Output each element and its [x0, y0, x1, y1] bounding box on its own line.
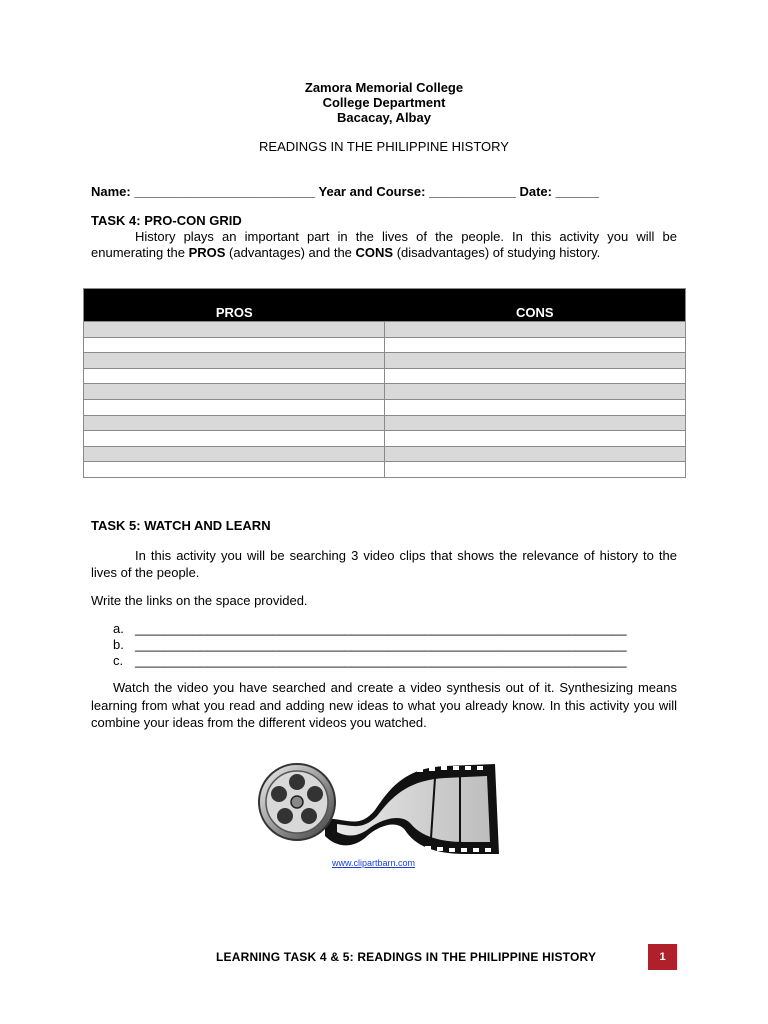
cons-cell — [385, 384, 686, 400]
task4-text-1: History plays an important part in the lives of the people. In this activity you will be enumerating the — [91, 229, 677, 260]
cons-keyword: CONS — [355, 245, 394, 260]
link-item-b — [113, 637, 627, 653]
link-marker: c. — [113, 653, 124, 668]
task4-heading: TASK 4: PRO-CON GRID — [91, 213, 242, 228]
film-reel-image — [255, 758, 515, 858]
cons-cell — [385, 322, 686, 338]
link-blank: ____________________________________________________________________ — [135, 621, 627, 636]
footer-title: LEARNING TASK 4 & 5: READINGS IN THE PHILIPPINE HISTORY — [216, 950, 597, 964]
task5-instruction: Write the links on the space provided. — [91, 593, 308, 608]
cons-cell — [385, 337, 686, 353]
student-info-line — [91, 184, 599, 200]
task5-paragraph-1: In this activity you will be searching 3 video clips that shows the relevance of history to the lives of the people. — [91, 548, 677, 580]
task4-text-3: (disadvantages) of studying history. — [393, 245, 601, 260]
grid-row — [84, 399, 686, 415]
pros-cell — [84, 446, 385, 462]
task5-heading: TASK 5: WATCH AND LEARN — [91, 518, 271, 533]
link-item-c — [113, 653, 627, 669]
page-number-badge: 1 — [648, 944, 677, 970]
link-blank: ____________________________________________________________________ — [135, 637, 627, 652]
document-title: READINGS IN THE PHILIPPINE HISTORY — [259, 139, 509, 154]
image-credit-link[interactable] — [332, 853, 415, 871]
pros-cell — [84, 431, 385, 447]
pros-cell — [84, 322, 385, 338]
link-marker: a. — [113, 621, 124, 636]
pros-cell — [84, 462, 385, 478]
grid-row — [84, 353, 686, 369]
cons-cell — [385, 399, 686, 415]
department-name: College Department — [322, 95, 446, 110]
grid-row — [84, 384, 686, 400]
pros-column-header: PROS — [84, 289, 385, 322]
task4-text-2: (advantages) and the — [225, 245, 356, 260]
task4-paragraph — [91, 229, 677, 261]
school-name: Zamora Memorial College — [304, 80, 464, 95]
link-marker: b. — [113, 637, 124, 652]
date-label: Date: — [519, 184, 552, 199]
date-blank: ______ — [555, 184, 599, 199]
link-blank: ____________________________________________________________________ — [135, 653, 627, 668]
school-location: Bacacay, Albay — [337, 110, 431, 125]
year-course-blank: ____________ — [429, 184, 516, 199]
cons-cell — [385, 446, 686, 462]
grid-row — [84, 462, 686, 478]
cons-cell — [385, 415, 686, 431]
grid-row — [84, 446, 686, 462]
grid-row — [84, 368, 686, 384]
year-course-label: Year and Course: — [318, 184, 426, 199]
pros-cell — [84, 337, 385, 353]
grid-row — [84, 337, 686, 353]
pros-cell — [84, 399, 385, 415]
name-label: Name: — [91, 184, 131, 199]
pros-cell — [84, 353, 385, 369]
name-blank: _________________________ — [134, 184, 316, 199]
pros-cell — [84, 384, 385, 400]
grid-row — [84, 431, 686, 447]
cons-cell — [385, 462, 686, 478]
cons-cell — [385, 431, 686, 447]
pros-cell — [84, 415, 385, 431]
grid-row — [84, 415, 686, 431]
cons-cell — [385, 368, 686, 384]
grid-row — [84, 322, 686, 338]
pro-con-grid — [83, 288, 686, 478]
cons-column-header: CONS — [385, 289, 686, 322]
link-item-a — [113, 621, 627, 637]
link-list — [113, 621, 627, 669]
pros-keyword: PROS — [188, 245, 226, 260]
task5-paragraph-2: Watch the video you have searched and create a video synthesis out of it. Synthesizing means learning from what you read and adding new ideas to what you already know. In this activity you will combine your ideas from the different videos you watched. — [91, 680, 677, 730]
pros-cell — [84, 368, 385, 384]
image-credit-text[interactable]: www.clipartbarn.com — [332, 858, 416, 868]
cons-cell — [385, 353, 686, 369]
